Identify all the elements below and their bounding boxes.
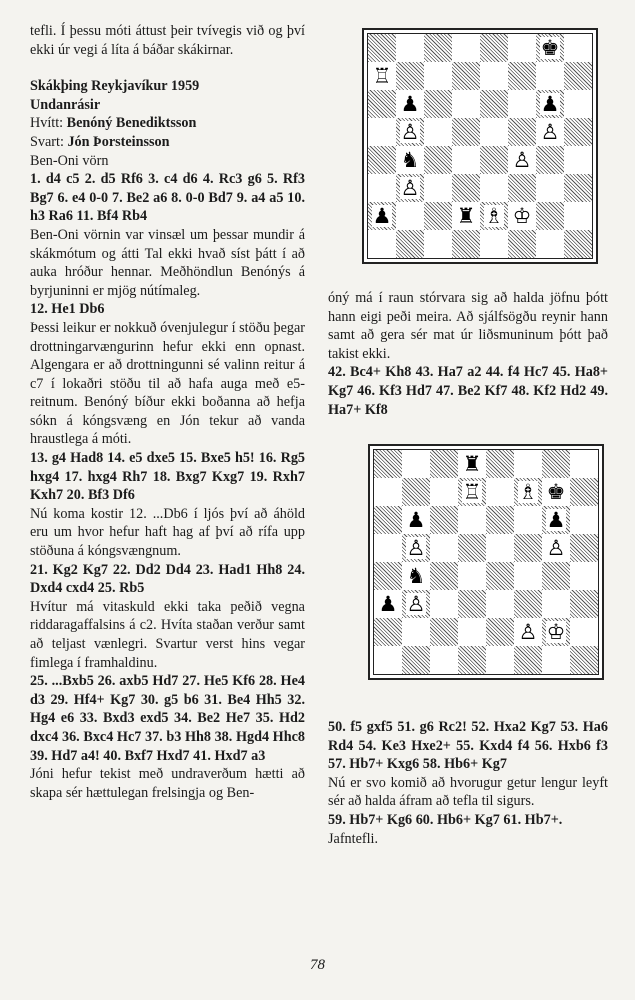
square-g1 bbox=[542, 646, 570, 674]
square-e2 bbox=[486, 618, 514, 646]
square-c3 bbox=[430, 590, 458, 618]
square-a1 bbox=[368, 230, 396, 258]
chess-piece: ♗ bbox=[484, 204, 504, 228]
text-run: Svart: bbox=[30, 133, 68, 150]
text-run: 13. g4 Had8 14. e5 dxe5 15. Bxe5 h5! 16. Rg5 hxg4 17. hxg4 Rh7 18. Bxg7 Kxg7 19. Rxh7 Kxh7 20. Bf3 Df6 bbox=[30, 450, 305, 504]
chess-piece: ♖ bbox=[462, 480, 482, 504]
square-e7 bbox=[486, 478, 514, 506]
square-e5 bbox=[480, 118, 508, 146]
chess-piece: ♚ bbox=[540, 36, 560, 60]
paragraph bbox=[30, 133, 305, 152]
text-run: 50. f5 gxf5 51. g6 Rc2! 52. Hxa2 Kg7 53. Ha6 Rd4 54. Ke3 Hxe2+ 55. Kxd4 f4 56. Hxb6 f3 57. Hb7+ Kxg6 58. Hb6+ Kg7 bbox=[328, 719, 608, 773]
text-run: 21. Kg2 Kg7 22. Dd2 Dd4 23. Had1 Hh8 24. Dxd4 cxd4 25. Rb5 bbox=[30, 561, 305, 597]
chess-piece: ♟ bbox=[372, 204, 392, 228]
square-h3 bbox=[570, 590, 598, 618]
square-a5 bbox=[374, 534, 402, 562]
text-run: Skákþing Reykjavíkur 1959 bbox=[30, 78, 200, 95]
square-c8 bbox=[430, 450, 458, 478]
square-f5 bbox=[514, 534, 542, 562]
square-b4 bbox=[396, 146, 424, 174]
square-a6 bbox=[374, 506, 402, 534]
square-b1 bbox=[396, 230, 424, 258]
square-d4 bbox=[458, 562, 486, 590]
chess-piece: ♔ bbox=[512, 204, 532, 228]
move-text bbox=[30, 561, 305, 598]
square-d5 bbox=[452, 118, 480, 146]
chess-piece: ♔ bbox=[546, 620, 566, 644]
square-e7 bbox=[480, 62, 508, 90]
move-text bbox=[30, 77, 305, 96]
square-a2 bbox=[368, 202, 396, 230]
square-a4 bbox=[374, 562, 402, 590]
square-h7 bbox=[564, 62, 592, 90]
square-d2 bbox=[452, 202, 480, 230]
square-g8 bbox=[536, 34, 564, 62]
text-run: Nú er svo komið að hvorugur getur lengur leyft sér að halda áfram að tefla til sigurs. bbox=[328, 774, 608, 810]
square-f1 bbox=[514, 646, 542, 674]
paragraph bbox=[30, 598, 305, 672]
square-h6 bbox=[564, 90, 592, 118]
square-h3 bbox=[564, 174, 592, 202]
square-d8 bbox=[452, 34, 480, 62]
square-a2 bbox=[374, 618, 402, 646]
move-text bbox=[30, 449, 305, 505]
text-run: Ben-Oni vörnin var vinsæl um þessar mundir á skákmótum og átti Tal ekki hvað síst þátt í að auka hróður hennar. Meðhöndlun Benónýs á byrjuninni er mjög nútímaleg. bbox=[30, 226, 305, 299]
right-column-bottom bbox=[328, 718, 608, 848]
chess-piece: ♟ bbox=[378, 592, 398, 616]
square-h1 bbox=[564, 230, 592, 258]
chess-piece: ♟ bbox=[540, 92, 560, 116]
player-name: Jón Þorsteinsson bbox=[67, 133, 170, 150]
text-run: Þessi leikur er nokkuð óvenjulegur í stöðu þegar drottningarvængurinn hefur ekki enn opnast. Algengara er að drottningunni sé valinn reitur á c7 í lokaðri stöðu til að hafa auga með e5-reitnum. Benóný bíður ekki boðanna að hefja sókn á kóngsvæng en Jón tekur að vanda hraustlega á móti. bbox=[30, 319, 305, 448]
square-a7 bbox=[368, 62, 396, 90]
square-h7 bbox=[570, 478, 598, 506]
square-f6 bbox=[508, 90, 536, 118]
square-d6 bbox=[458, 506, 486, 534]
left-column bbox=[30, 22, 305, 802]
square-d1 bbox=[458, 646, 486, 674]
square-h2 bbox=[570, 618, 598, 646]
chess-piece: ♜ bbox=[456, 204, 476, 228]
chess-piece: ♟ bbox=[400, 92, 420, 116]
square-d6 bbox=[452, 90, 480, 118]
text-run: Jafntefli. bbox=[328, 830, 379, 847]
square-e3 bbox=[486, 590, 514, 618]
square-c7 bbox=[424, 62, 452, 90]
square-g3 bbox=[542, 590, 570, 618]
square-f2 bbox=[514, 618, 542, 646]
square-b4 bbox=[402, 562, 430, 590]
square-d8 bbox=[458, 450, 486, 478]
chess-piece: ♚ bbox=[546, 480, 566, 504]
square-a1 bbox=[374, 646, 402, 674]
paragraph bbox=[30, 765, 305, 802]
square-e4 bbox=[480, 146, 508, 174]
square-b7 bbox=[396, 62, 424, 90]
square-b2 bbox=[402, 618, 430, 646]
square-e2 bbox=[480, 202, 508, 230]
square-b2 bbox=[396, 202, 424, 230]
square-g6 bbox=[542, 506, 570, 534]
right-column-top bbox=[328, 289, 608, 419]
square-a7 bbox=[374, 478, 402, 506]
square-b5 bbox=[402, 534, 430, 562]
square-c6 bbox=[430, 506, 458, 534]
chess-diagram-1 bbox=[362, 28, 598, 264]
square-b6 bbox=[402, 506, 430, 534]
square-g3 bbox=[536, 174, 564, 202]
square-g4 bbox=[536, 146, 564, 174]
text-run: Ben-Oni vörn bbox=[30, 152, 109, 169]
move-text bbox=[328, 718, 608, 774]
move-text bbox=[30, 672, 305, 765]
square-f8 bbox=[514, 450, 542, 478]
text-run: tefli. Í þessu móti áttust þeir tvívegis við og því ekki úr vegi á líta á báðar skákirnar. bbox=[30, 23, 305, 58]
square-g8 bbox=[542, 450, 570, 478]
square-b7 bbox=[402, 478, 430, 506]
square-d1 bbox=[452, 230, 480, 258]
chess-piece: ♗ bbox=[518, 480, 538, 504]
paragraph bbox=[30, 152, 305, 171]
square-g6 bbox=[536, 90, 564, 118]
square-h8 bbox=[564, 34, 592, 62]
square-h5 bbox=[570, 534, 598, 562]
paragraph bbox=[328, 830, 608, 849]
square-g7 bbox=[536, 62, 564, 90]
square-c4 bbox=[430, 562, 458, 590]
player-name: Benóný Benediktsson bbox=[66, 115, 197, 132]
square-e6 bbox=[486, 506, 514, 534]
square-h1 bbox=[570, 646, 598, 674]
square-a5 bbox=[368, 118, 396, 146]
square-c5 bbox=[424, 118, 452, 146]
square-g7 bbox=[542, 478, 570, 506]
square-h5 bbox=[564, 118, 592, 146]
text-run: 25. ...Bxb5 26. axb5 Hd7 27. He5 Kf6 28. He4 d3 29. Hf4+ Kg7 30. g5 b6 31. Be4 Hh5 32. Hg4 e6 33. Bxd3 exd5 34. Be2 He7 35. Hd2 dxc4 36. Bxc4 Hc7 37. b3 Hh8 38. Hgd4 Hhc8 39. Hd7 a4! 40. Bxf7 Hxd7 41. Hxd7 a3 bbox=[30, 673, 305, 764]
square-e6 bbox=[480, 90, 508, 118]
square-c2 bbox=[424, 202, 452, 230]
chess-piece: ♙ bbox=[406, 536, 426, 560]
paragraph bbox=[30, 319, 305, 449]
text-run: Nú koma kostir 12. ...Db6 í ljós því að áhöld eru um hvor hefur haft hag af því að rífa upp stöðuna á kóngsvængnum. bbox=[30, 505, 305, 560]
paragraph-gap bbox=[30, 59, 305, 77]
square-f3 bbox=[508, 174, 536, 202]
square-d5 bbox=[458, 534, 486, 562]
square-d7 bbox=[458, 478, 486, 506]
square-f3 bbox=[514, 590, 542, 618]
square-h8 bbox=[570, 450, 598, 478]
paragraph bbox=[30, 505, 305, 561]
square-a6 bbox=[368, 90, 396, 118]
square-e1 bbox=[486, 646, 514, 674]
square-c8 bbox=[424, 34, 452, 62]
square-f8 bbox=[508, 34, 536, 62]
page-number: 78 bbox=[310, 957, 325, 973]
square-b3 bbox=[396, 174, 424, 202]
square-h2 bbox=[564, 202, 592, 230]
square-f4 bbox=[508, 146, 536, 174]
chess-piece: ♙ bbox=[406, 592, 426, 616]
square-c7 bbox=[430, 478, 458, 506]
paragraph bbox=[30, 22, 305, 59]
chess-piece: ♞ bbox=[400, 148, 420, 172]
square-c3 bbox=[424, 174, 452, 202]
text-run: 1. d4 c5 2. d5 Rf6 3. c4 d6 4. Rc3 g6 5. Rf3 Bg7 6. e4 0-0 7. Be2 a6 8. 0-0 Bd7 9. a4 a5 10. h3 Ra6 11. Bf4 Rb4 bbox=[30, 171, 305, 225]
paragraph bbox=[30, 226, 305, 300]
square-a4 bbox=[368, 146, 396, 174]
chess-diagram-2 bbox=[368, 444, 604, 680]
paragraph bbox=[328, 289, 608, 363]
square-b8 bbox=[396, 34, 424, 62]
square-a3 bbox=[374, 590, 402, 618]
square-h6 bbox=[570, 506, 598, 534]
square-f7 bbox=[508, 62, 536, 90]
paragraph bbox=[328, 774, 608, 811]
text-run: Hvítt: bbox=[30, 115, 67, 132]
square-b5 bbox=[396, 118, 424, 146]
square-f7 bbox=[514, 478, 542, 506]
square-g4 bbox=[542, 562, 570, 590]
board-grid bbox=[373, 449, 599, 675]
move-text bbox=[30, 170, 305, 226]
text-run: Jóni hefur tekist með undraverðum hætti að skapa sér hættulegan frelsingja og Ben- bbox=[30, 766, 305, 801]
move-text bbox=[30, 96, 305, 115]
chess-piece: ♟ bbox=[546, 508, 566, 532]
move-text bbox=[30, 300, 305, 319]
square-g5 bbox=[536, 118, 564, 146]
square-h4 bbox=[564, 146, 592, 174]
text-run: 12. He1 Db6 bbox=[30, 301, 105, 318]
paragraph bbox=[30, 114, 305, 133]
square-c1 bbox=[424, 230, 452, 258]
text-run: 42. Bc4+ Kh8 43. Ha7 a2 44. f4 Hc7 45. Ha8+ Kg7 46. Kf3 Hd7 47. Be2 Kf7 48. Kf2 Hd2 49. Ha7+ Kf8 bbox=[328, 364, 608, 418]
square-a3 bbox=[368, 174, 396, 202]
chess-piece: ♙ bbox=[518, 620, 538, 644]
square-f2 bbox=[508, 202, 536, 230]
square-e5 bbox=[486, 534, 514, 562]
square-c5 bbox=[430, 534, 458, 562]
square-h4 bbox=[570, 562, 598, 590]
chess-piece: ♜ bbox=[462, 452, 482, 476]
square-g5 bbox=[542, 534, 570, 562]
chess-piece: ♙ bbox=[400, 176, 420, 200]
chess-piece: ♖ bbox=[372, 64, 392, 88]
chess-piece: ♟ bbox=[406, 508, 426, 532]
square-f6 bbox=[514, 506, 542, 534]
chess-piece: ♙ bbox=[512, 148, 532, 172]
square-d3 bbox=[458, 590, 486, 618]
square-d3 bbox=[452, 174, 480, 202]
square-b3 bbox=[402, 590, 430, 618]
square-e4 bbox=[486, 562, 514, 590]
square-f1 bbox=[508, 230, 536, 258]
square-c6 bbox=[424, 90, 452, 118]
square-f5 bbox=[508, 118, 536, 146]
square-g2 bbox=[536, 202, 564, 230]
chess-piece: ♙ bbox=[540, 120, 560, 144]
square-b8 bbox=[402, 450, 430, 478]
square-b6 bbox=[396, 90, 424, 118]
square-e1 bbox=[480, 230, 508, 258]
square-c1 bbox=[430, 646, 458, 674]
text-run: Undanrásir bbox=[30, 96, 101, 113]
square-g2 bbox=[542, 618, 570, 646]
square-d7 bbox=[452, 62, 480, 90]
chess-piece: ♙ bbox=[546, 536, 566, 560]
square-f4 bbox=[514, 562, 542, 590]
square-a8 bbox=[368, 34, 396, 62]
board-grid bbox=[367, 33, 593, 259]
chess-piece: ♞ bbox=[406, 564, 426, 588]
square-c2 bbox=[430, 618, 458, 646]
square-c4 bbox=[424, 146, 452, 174]
move-text bbox=[328, 363, 608, 419]
square-g1 bbox=[536, 230, 564, 258]
square-e8 bbox=[480, 34, 508, 62]
square-e8 bbox=[486, 450, 514, 478]
square-d2 bbox=[458, 618, 486, 646]
move-text bbox=[328, 811, 608, 830]
text-run: óný má í raun stórvara sig að halda jöfnu þótt hann eigi peði meira. Að sjálfsögðu reynir hann samt að gera sér mat úr liðsmuninum þótt það takist ekki. bbox=[328, 290, 608, 362]
text-run: Hvítur má vitaskuld ekki taka peðið vegna riddaragaffalsins á c2. Hvíta staðan verður samt að teljast vænlegri. Svartur verst hins vegar fimlega í framhaldinu. bbox=[30, 598, 305, 671]
text-run: 59. Hb7+ Kg6 60. Hb6+ Kg7 61. Hb7+. bbox=[328, 811, 563, 828]
square-b1 bbox=[402, 646, 430, 674]
square-e3 bbox=[480, 174, 508, 202]
square-a8 bbox=[374, 450, 402, 478]
square-d4 bbox=[452, 146, 480, 174]
chess-piece: ♙ bbox=[400, 120, 420, 144]
